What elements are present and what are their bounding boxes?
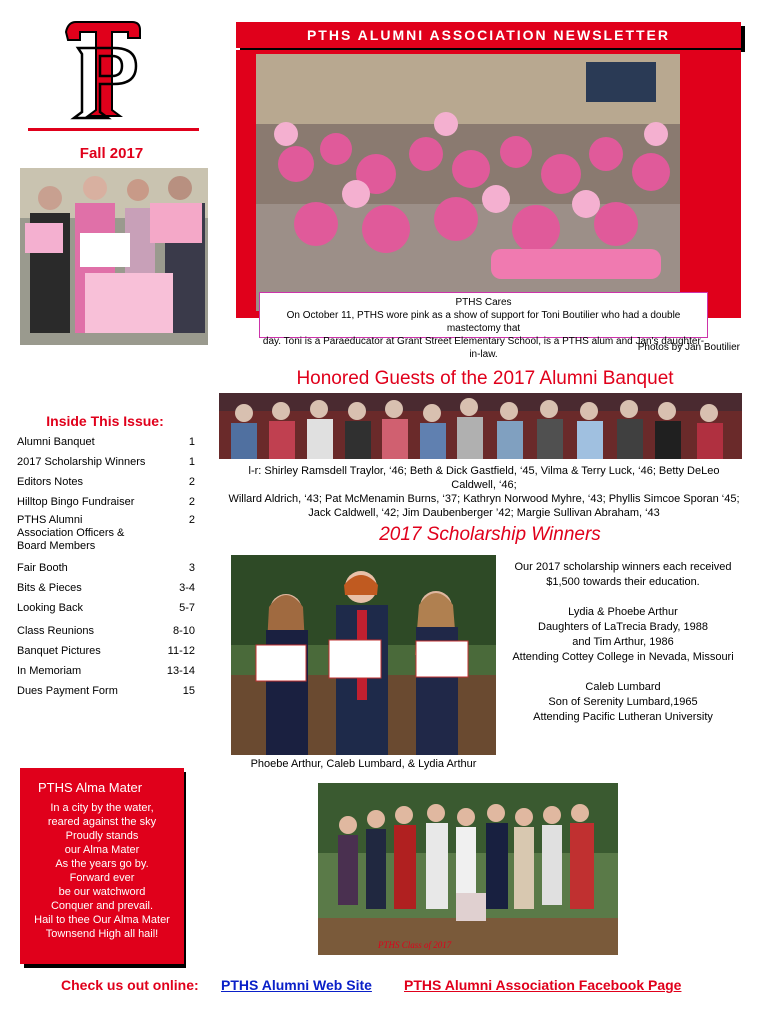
photo-credit: Photos by Jan Boutilier <box>637 342 740 353</box>
banquet-caption-line: Willard Aldrich, ‘43; Pat McMenamin Burns, ‘37; Kathryn Norwood Myhre, ‘43; Phyllis Simcoe Sporan ‘45; <box>228 493 740 505</box>
alma-mater-lyrics: In a city by the water, reared against the sky Proudly stands our Alma Mater As the years go by. Forward ever be our watchword Conquer and prevail. Hail to thee Our Alma Mater Townsend High all hail! <box>34 802 170 940</box>
pink-it-up-photo <box>20 168 208 345</box>
scholarship-winner-lumbard: Caleb Lumbard Son of Serenity Lumbard,1965 Attending Pacific Lutheran University <box>533 681 713 723</box>
toc-item: Alumni Banquet 1 <box>17 436 195 448</box>
toc-item: Class Reunions 8-10 <box>17 625 195 637</box>
toc-item: Fair Booth 3 <box>17 562 195 574</box>
alma-mater-box <box>20 768 184 964</box>
inside-issue-title: Inside This Issue: <box>46 413 164 429</box>
toc-item: Hilltop Bingo Fundraiser 2 <box>17 496 195 508</box>
scholarship-photo-caption: Phoebe Arthur, Caleb Lumbard, & Lydia Arthur <box>250 758 477 770</box>
alma-mater-title: PTHS Alma Mater <box>38 780 143 795</box>
scholarship-winners-photo <box>231 555 496 755</box>
pths-cares-photo <box>256 54 680 311</box>
toc-item: Banquet Pictures 11-12 <box>17 645 195 657</box>
hero-caption-title: PTHS Cares <box>455 297 512 308</box>
scholarship-title: 2017 Scholarship Winners <box>379 524 601 545</box>
toc-item: 2017 Scholarship Winners 1 <box>17 456 195 468</box>
newsletter-banner: PTHS ALUMNI ASSOCIATION NEWSLETTER <box>236 22 741 48</box>
class-of-2017-photo <box>318 783 618 955</box>
alumni-website-link[interactable]: PTHS Alumni Web Site <box>221 977 372 993</box>
toc-item: Looking Back 5-7 <box>17 602 195 614</box>
toc-item: PTHS Alumni Association Officers & Board Members 2 <box>17 514 195 552</box>
footer-label: Check us out online: <box>61 977 199 993</box>
season-label: Fall 2017 <box>79 145 144 162</box>
honored-guests-title: Honored Guests of the 2017 Alumni Banquet <box>296 368 674 389</box>
scholarship-winner-arthur: Lydia & Phoebe Arthur Daughters of LaTrecia Brady, 1988 and Tim Arthur, 1986 Attending Cottey College in Nevada, Missouri <box>512 606 734 663</box>
facebook-page-link[interactable]: PTHS Alumni Association Facebook Page <box>404 977 682 993</box>
scholarship-intro: Our 2017 scholarship winners each received $1,500 towards their education. <box>514 561 732 588</box>
scholarship-text <box>505 560 741 740</box>
toc-item: Dues Payment Form 15 <box>17 685 195 697</box>
logo-rule <box>28 128 199 131</box>
hero-caption-line: On October 11, PTHS wore pink as a show of support for Toni Boutilier who had a double mastectomy that <box>286 310 681 334</box>
table-of-contents <box>17 436 195 705</box>
banquet-caption <box>228 464 740 520</box>
toc-item: Bits & Pieces 3-4 <box>17 582 195 594</box>
banquet-caption-line: l-r: Shirley Ramsdell Traylor, ‘46; Beth & Dick Gastfield, ‘45, Vilma & Terry Luck, ‘46; Betty DeLeo Caldwell, ‘46; <box>248 465 720 491</box>
banquet-caption-line: Jack Caldwell, ‘42; Jim Daubenberger ’42; Margie Sullivan Abraham, ‘43 <box>308 507 660 519</box>
toc-item: Editors Notes 2 <box>17 476 195 488</box>
class-photo-watermark: PTHS Class of 2017 <box>378 940 452 950</box>
toc-item: In Memoriam 13-14 <box>17 665 195 677</box>
banquet-guests-photo <box>219 393 742 459</box>
pt-logo <box>62 18 144 120</box>
hero-caption-line: day. Toni is a Paraeducator at Grant Street Elementary School, is a PTHS alum and Jan's daughter-in-law. <box>262 336 705 360</box>
